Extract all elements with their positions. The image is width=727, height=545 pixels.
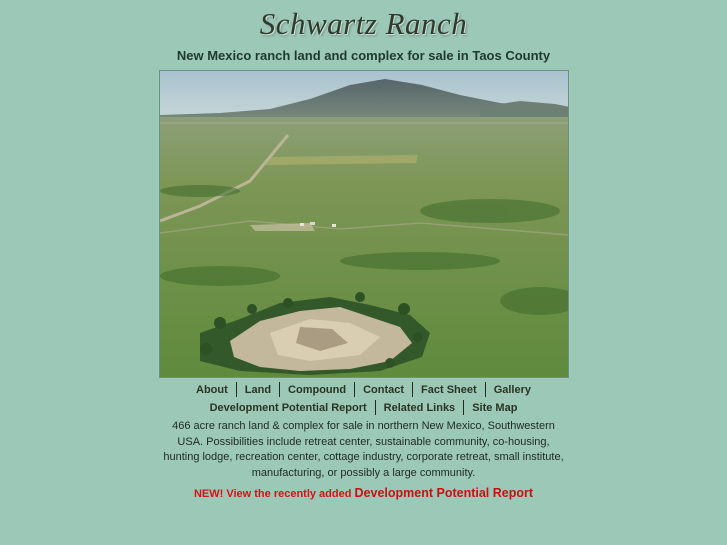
main-navigation bbox=[0, 382, 727, 397]
secondary-navigation bbox=[0, 400, 727, 415]
nav-divider bbox=[354, 382, 355, 397]
site-tagline: New Mexico ranch land and complex for sale in Taos County bbox=[176, 48, 551, 63]
nav-related-links[interactable]: Related Links bbox=[383, 402, 456, 414]
announcement-banner bbox=[0, 486, 727, 500]
description-line: hunting lodge, recreation center, cottage industry, corporate retreat, small institute, bbox=[163, 451, 564, 463]
ranch-aerial-photo bbox=[159, 70, 569, 378]
description-line: 466 acre ranch land & complex for sale in northern New Mexico, Southwestern bbox=[172, 420, 555, 432]
nav-divider bbox=[412, 382, 413, 397]
nav-compound[interactable]: Compound bbox=[288, 384, 347, 396]
nav-development-potential-report[interactable]: Development Potential Report bbox=[209, 402, 367, 414]
aerial-landscape-photo bbox=[160, 71, 569, 378]
nav-divider bbox=[485, 382, 486, 397]
description-line: USA. Possibilities include retreat center, sustainable community, co-housing, bbox=[177, 435, 550, 448]
nav-land[interactable]: Land bbox=[244, 384, 272, 396]
ranch-description bbox=[156, 419, 571, 481]
nav-gallery[interactable]: Gallery bbox=[493, 384, 531, 396]
nav-divider bbox=[236, 382, 237, 397]
nav-fact-sheet[interactable]: Fact Sheet bbox=[421, 384, 477, 396]
development-report-link[interactable]: Development Potential Report bbox=[354, 486, 534, 500]
site-logo[interactable]: Schwartz Ranch bbox=[259, 6, 468, 41]
nav-divider bbox=[375, 400, 376, 415]
nav-site-map[interactable]: Site Map bbox=[472, 402, 518, 414]
nav-contact[interactable]: Contact bbox=[363, 384, 405, 396]
nav-divider bbox=[279, 382, 280, 397]
nav-divider bbox=[463, 400, 464, 415]
announcement-prefix: NEW! View the recently added bbox=[193, 488, 352, 500]
nav-about[interactable]: About bbox=[196, 384, 228, 396]
description-line: manufacturing, or possibly a large community. bbox=[251, 466, 476, 479]
